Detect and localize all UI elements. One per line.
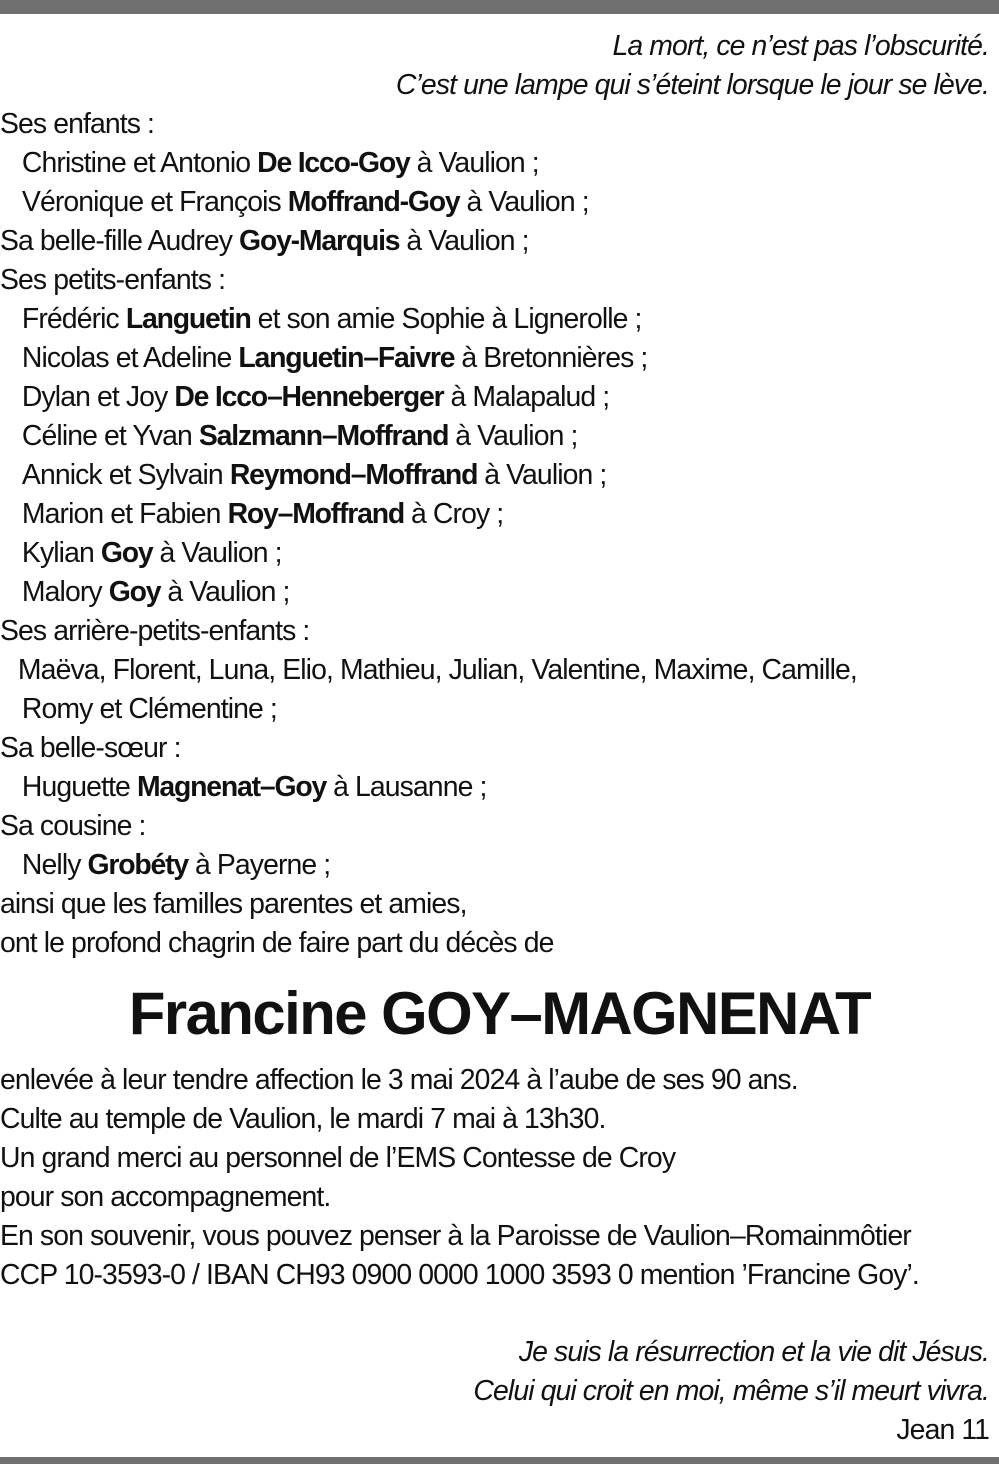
family-line [0,105,995,144]
family-surname: Magnenat–Goy [136,771,327,803]
family-line-text: Ses arrière-petits-enfants : [0,615,310,647]
family-line [0,456,995,495]
family-line [0,144,995,183]
family-line-location: à Croy ; [404,498,504,530]
epigraph-source: Jean 11 [896,1414,990,1446]
deceased-name: Francine GOY–MAGNENAT [128,980,871,1047]
family-line-text: Ses petits-enfants : [0,264,226,296]
family-line-location: à Lausanne ; [326,771,487,803]
family-line [0,612,995,651]
family-line-location: à Payerne ; [187,849,331,881]
family-surname: Goy [100,537,153,569]
epigraph-top-line-1: La mort, ce n’est pas l’obscurité. [612,30,990,62]
family-line-text: Dylan et Joy [21,381,175,413]
family-line-text: Ses enfants : [0,108,155,140]
family-line-text: Céline et Yvan [21,420,199,452]
family-line-text: Nicolas et Adeline [21,342,239,374]
family-line-text: Sa belle-fille Audrey [0,225,240,257]
family-line [0,885,995,924]
family-surname: Reymond–Moffrand [229,459,478,491]
family-surname: Salzmann–Moffrand [198,420,449,452]
details-line: En son souvenir, vous pouvez penser à la Paroisse de Vaulion–Romainmôtier [0,1220,911,1252]
details-line: CCP 10-3593-0 / IBAN CH93 0900 0000 1000 3593 0 mention ’Francine Goy’. [0,1259,919,1291]
family-line-text: Christine et Antonio [21,147,258,179]
details-line: Culte au temple de Vaulion, le mardi 7 mai à 13h30. [0,1103,606,1135]
details-line: pour son accompagnement. [0,1181,331,1213]
family-line-text: Nelly [21,849,88,881]
family-surname: Goy-Marquis [239,225,400,257]
epigraph-bottom-line-2: Celui qui croit en moi, même s’il meurt vivra. [473,1375,990,1407]
family-line-text: Romy et Clémentine ; [21,693,277,725]
family-line-text: Sa belle-sœur : [0,732,181,764]
family-line [0,651,995,690]
family-surname: De Icco–Henneberger [174,381,444,413]
family-list [0,105,999,963]
bottom-border-bar [0,1457,999,1464]
family-line [0,807,995,846]
family-line-location: à Vaulion ; [448,420,578,452]
epigraph-bottom-line-1: Je suis la résurrection et la vie dit Jésus. [518,1336,990,1368]
family-line-location: à Vaulion ; [409,147,539,179]
family-line-location: à Vaulion ; [477,459,607,491]
family-line-text: ont le profond chagrin de faire part du décès de [0,927,554,959]
family-surname: Goy [108,576,161,608]
family-line-text: Frédéric [21,303,126,335]
family-line-location: à Vaulion ; [152,537,282,569]
family-line-location: à Malapalud ; [443,381,610,413]
spacer [0,1295,999,1333]
family-line [0,300,995,339]
family-line [0,534,995,573]
family-line-text: ainsi que les familles parentes et amies, [0,888,467,920]
family-line [0,690,995,729]
family-line [0,339,995,378]
family-surname: Roy–Moffrand [227,498,405,530]
family-line-text: Annick et Sylvain [21,459,230,491]
family-line-text: Véronique et François [21,186,288,218]
family-surname: Languetin [125,303,251,335]
family-surname: Grobéty [87,849,188,881]
family-line [0,183,995,222]
family-line-text: Huguette [21,771,137,803]
epigraph-top-line-2: C’est une lampe qui s’éteint lorsque le jour se lève. [395,69,990,101]
family-line-location: et son amie Sophie à Lignerolle ; [250,303,642,335]
family-surname: Languetin–Faivre [238,342,455,374]
family-line-location: à Bretonnières ; [454,342,648,374]
family-line-location: à Vaulion ; [399,225,529,257]
obituary-notice [0,27,999,1450]
family-surname: Moffrand-Goy [287,186,460,218]
family-line [0,573,995,612]
top-border-bar [0,0,999,14]
family-surname: De Icco-Goy [257,147,410,179]
family-line-text: Sa cousine : [0,810,146,842]
family-line [0,222,995,261]
family-line-location: à Vaulion ; [459,186,589,218]
family-line [0,417,995,456]
family-line [0,495,995,534]
family-line [0,261,995,300]
family-line-text: Marion et Fabien [21,498,228,530]
family-line [0,729,995,768]
family-line [0,924,995,963]
family-line-location: à Vaulion ; [160,576,290,608]
details-line: enlevée à leur tendre affection le 3 mai 2024 à l’aube de ses 90 ans. [0,1064,798,1096]
family-line-text: Maëva, Florent, Luna, Elio, Mathieu, Julian, Valentine, Maxime, Camille, [17,654,857,686]
family-line-text: Malory [21,576,109,608]
details-line: Un grand merci au personnel de l’EMS Contesse de Croy [0,1142,676,1174]
family-line [0,768,995,807]
family-line-text: Kylian [21,537,101,569]
family-line [0,846,995,885]
family-line [0,378,995,417]
